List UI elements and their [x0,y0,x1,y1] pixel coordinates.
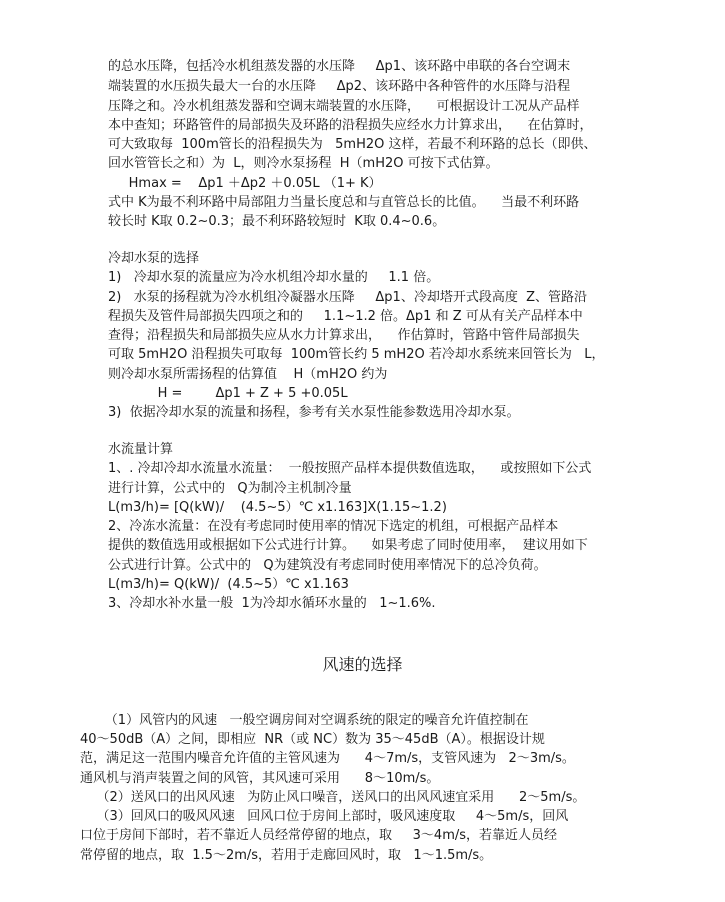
text-line: 40～50dB（A）之间，即相应 NR（或 NC）数为 35～45dB（A）。根据设计规 [80,732,545,747]
section-title: 水流量计算 [108,442,174,457]
section-heading: 风速的选择 [322,655,403,674]
text-line: 则冷却水泵所需扬程的估算值 H（mH2O 约为 [108,367,388,382]
text-line: 查得；沿程损失和局部损失应从水力计算求出， 作估算时，管路中管件局部损失 [108,328,580,343]
text-line: （2）送风口的出风风速 为防止风口噪音，送风口的出风风速宜采用 2～5m/s。 [80,790,586,805]
text-line: 进行计算，公式中的 Q为制冷主机制冷量 [108,481,352,496]
text-line: 1) 冷却水泵的流量应为冷水机组冷却水量的 1.1 倍。 [108,270,440,285]
text-line: 压降之和。冷水机组蒸发器和空调末端装置的水压降， 可根据设计工况从产品样 [108,99,580,114]
text-line: 3) 依据冷却水泵的流量和扬程，参考有关水泵性能参数选用冷却水泵。 [108,405,520,420]
text-line: 常停留的地点，取 1.5～2m/s，若用于走廊回风时，取 1～1.5m/s。 [80,848,493,863]
text-line: （3）回风口的吸风风速 回风口位于房间上部时，吸风速度取 4～5m/s，回风 [80,809,569,824]
text-line: （1）风管内的风速 一般空调房间对空调系统的限定的噪音允许值控制在 [80,713,529,728]
text-line: 可大致取每 100m管长的沿程损失为 5mH2O 这样，若最不利环路的总长（即供、 [108,137,597,152]
text-line: 回水管管长之和）为 L，则冷水泵扬程 H（mH2O 可按下式估算。 [108,156,499,171]
text-line: 提供的数值选用或根据如下公式进行计算。 如果考虑了同时使用率， 建议用如下 [108,538,588,553]
text-line: 范，满足这一范围内噪音允许值的主管风速为 4～7m/s，支管风速为 2～3m/s。 [80,751,575,766]
text-line: 可取 5mH2O 沿程损失可取每 100m管长约 5 mH2O 若冷却水系统来回管长为 L， [108,347,605,362]
text-line: 公式进行计算。公式中的 Q为建筑没有考虑同时使用率情况下的总冷负荷。 [108,558,547,573]
text-line: 2) 水泵的扬程就为冷水机组冷凝器水压降 Δp1、冷却塔开式段高度 Z、管路沿 [108,290,587,305]
text-line: 程损失及管件局部损失四项之和的 1.1~1.2 倍。Δp1 和 Z 可从有关产品样本中 [108,309,583,324]
text-line: 通风机与消声装置之间的风管，其风速可采用 8～10m/s。 [80,771,440,786]
formula-line: Hmax = Δp1 ＋Δp2 ＋0.05L （1+ K） [108,176,382,191]
formula-line: H = Δp1 + Z + 5 +0.05L [108,386,348,401]
formula-line: L(m3/h)= [Q(kW)/ (4.5~5）℃ x1.163]X(1.15~1.2) [108,500,447,515]
formula-line: L(m3/h)= Q(kW)/ (4.5~5）℃ x1.163 [108,577,349,592]
text-line: 较长时 K取 0.2~0.3；最不利环路较短时 K取 0.4~0.6。 [108,214,446,229]
text-line: 本中查知；环路管件的局部损失及环路的沿程损失应经水力计算求出， 在估算时， [108,118,593,133]
text-line: 1、. 冷却冷却水流量水流量： 一般按照产品样本提供数值选取， 或按照如下公式 [108,461,592,476]
section-title: 冷却水泵的选择 [108,251,200,266]
text-line: 的总水压降，包括冷水机组蒸发器的水压降 Δp1、该环路中串联的各台空调末 [108,59,571,74]
text-line: 口位于房间下部时，若不靠近人员经常停留的地点，取 3～4m/s，若靠近人员经 [80,828,558,843]
text-line: 式中 K为最不利环路中局部阻力当量长度总和与直管总长的比值。 当最不利环路 [108,195,580,210]
text-line: 端装置的水压损失最大一台的水压降 Δp2、该环路中各种管件的水压降与沿程 [108,79,571,94]
text-line: 2、冷冻水流量：在没有考虑同时使用率的情况下选定的机组，可根据产品样本 [108,519,559,534]
text-line: 3、冷却水补水量一般 1为冷却水循环水量的 1~1.6%. [108,596,436,611]
